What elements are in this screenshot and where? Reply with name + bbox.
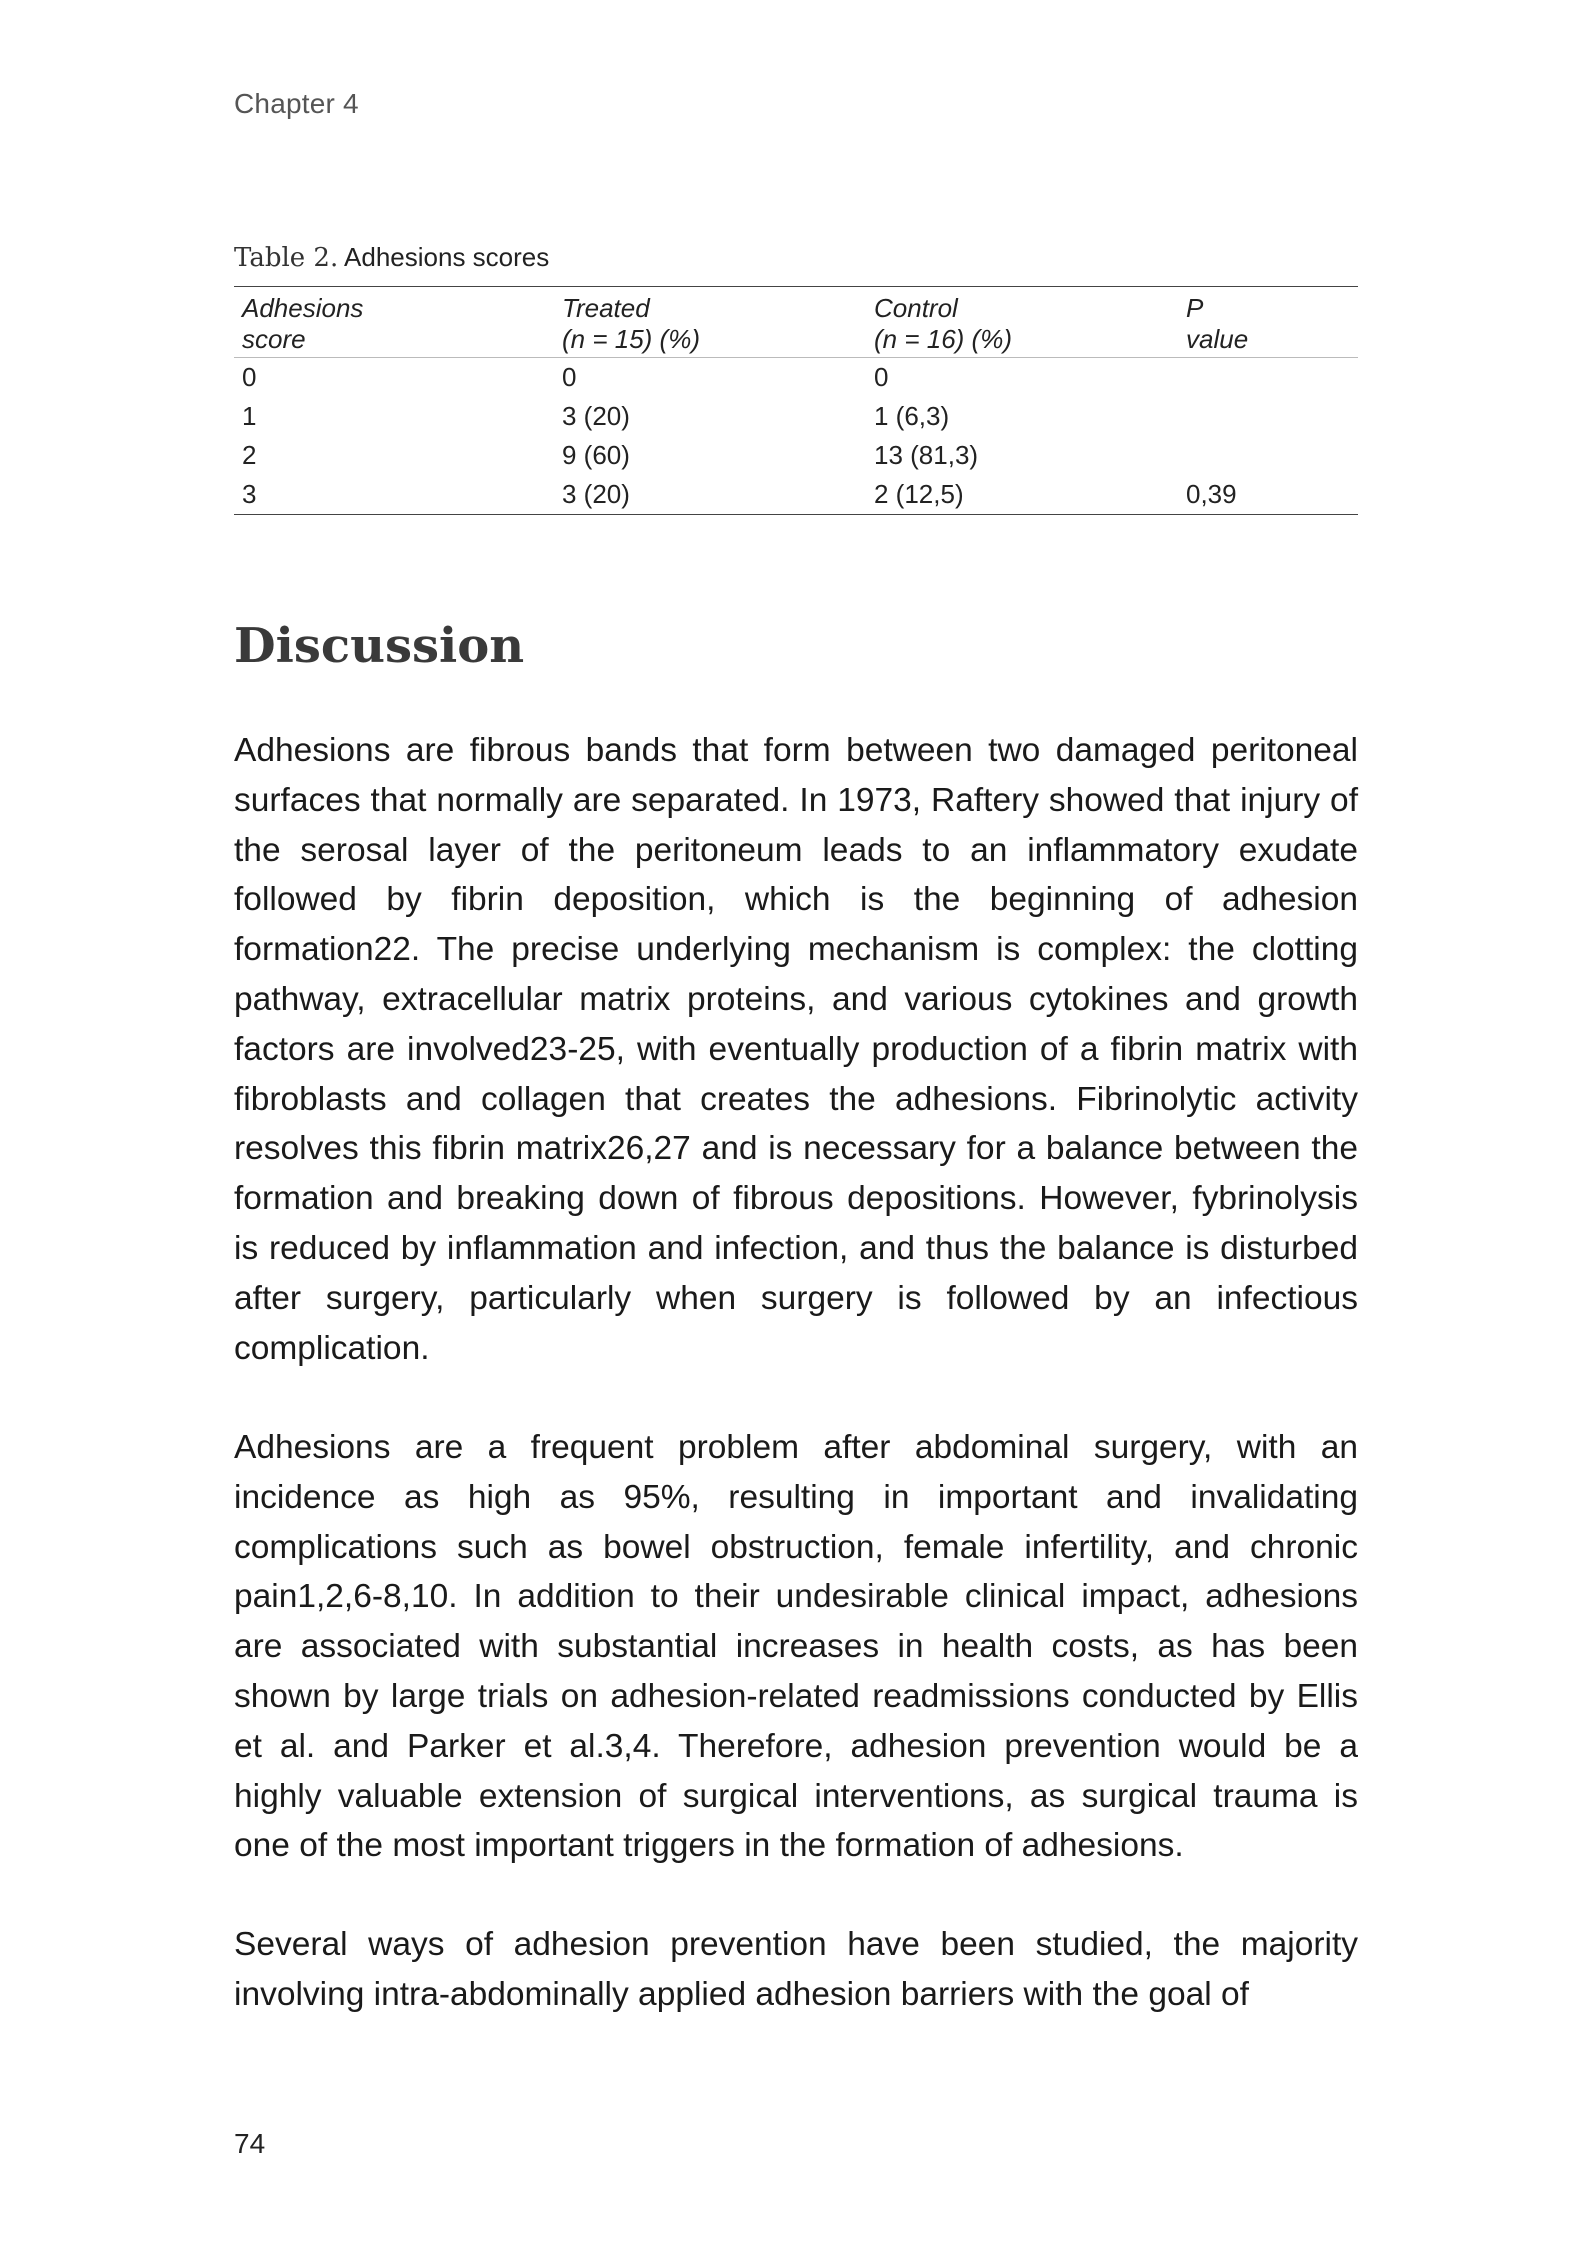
body-paragraph: Several ways of adhesion prevention have been studied, the majority involving intra-abdominally applied adhesion barriers with the goal of: [234, 1926, 1358, 2013]
running-header: Chapter 4: [234, 88, 359, 119]
body-paragraph: Adhesions are fibrous bands that form between two damaged peritoneal surfaces that normally are separated. In 1973, Raftery showed that injury of the serosal layer of the peritoneum leads to an inflammatory exudate followed by fibrin deposition, which is the beginning of adhesion formation22. The precise underlying mechanism is complex: the clotting pathway, extracellular matrix proteins, and various cytokines and growth factors are involved23-25, with eventually production of a fibrin matrix with fibroblasts and collagen that creates the adhesions. Fibrinolytic activity resolves this fibrin matrix26,27 and is necessary for a balance between the formation and breaking down of fibrous depositions. However, fybrinolysis is reduced by inflammation and infection, and thus the balance is disturbed after surgery, particularly when surgery is followed by an infectious complication.: [234, 732, 1358, 1367]
table-row: [234, 397, 1358, 436]
column-header-p-value: [1178, 287, 1358, 358]
adhesion-scores-table: [234, 286, 1358, 515]
table-cell: [1178, 436, 1358, 475]
table-cell: 0: [562, 362, 577, 392]
table-cell: 3 (20): [554, 475, 866, 515]
table-cell: 1 (6,3): [874, 401, 950, 431]
table-cell: 2 (12,5): [866, 475, 1178, 515]
table-cell: 3: [234, 475, 554, 515]
table-cell: 0: [874, 362, 889, 392]
table-caption-text: Adhesions scores: [338, 242, 550, 272]
table-cell: 0,39: [1178, 475, 1358, 515]
table-row: [234, 436, 1358, 475]
column-header-line: Control: [874, 293, 958, 323]
column-header-control: [866, 287, 1178, 358]
table-cell: 3 (20): [562, 401, 630, 431]
column-header-line: (n = 15) (%): [562, 324, 700, 354]
table-row: [234, 475, 1358, 515]
body-paragraph: Adhesions are a frequent problem after abdominal surgery, with an incidence as high as 95%, resulting in important and invalidating complications such as bowel obstruction, female infertility, and chronic pain1,2,6-8,10. In addition to their undesirable clinical impact, adhesions are associated with substantial increases in health costs, as has been shown by large trials on adhesion-related readmissions conducted by Ellis et al. and Parker et al.3,4. Therefore, adhesion prevention would be a highly valuable extension of surgical interventions, as surgical trauma is one of the most important triggers in the formation of adhesions.: [234, 1429, 1358, 1865]
table-cell: 1: [242, 401, 257, 431]
table-caption: [234, 242, 549, 273]
table-header-row: [234, 287, 1358, 358]
column-header-line: Treated: [562, 293, 650, 323]
column-header-treated: [554, 287, 866, 358]
column-header-line: value: [1186, 324, 1249, 354]
table-cell: [1178, 397, 1358, 436]
column-header-line: (n = 16) (%): [874, 324, 1012, 354]
column-header-line: score: [242, 324, 306, 354]
column-header-line: P: [1186, 293, 1204, 323]
section-heading-discussion: Discussion: [234, 618, 525, 674]
table-cell: 2: [242, 440, 257, 470]
column-header-line: Adhesions: [242, 293, 364, 323]
column-header-adhesions-score: [234, 287, 554, 358]
table-cell: 13 (81,3): [874, 440, 979, 470]
table-caption-label: Table 2.: [234, 243, 339, 273]
table-row: [234, 358, 1358, 398]
table-cell: [1178, 358, 1358, 398]
page-number: 74: [234, 2128, 266, 2159]
table-cell: 0: [242, 362, 257, 392]
table-cell: 9 (60): [562, 440, 630, 470]
